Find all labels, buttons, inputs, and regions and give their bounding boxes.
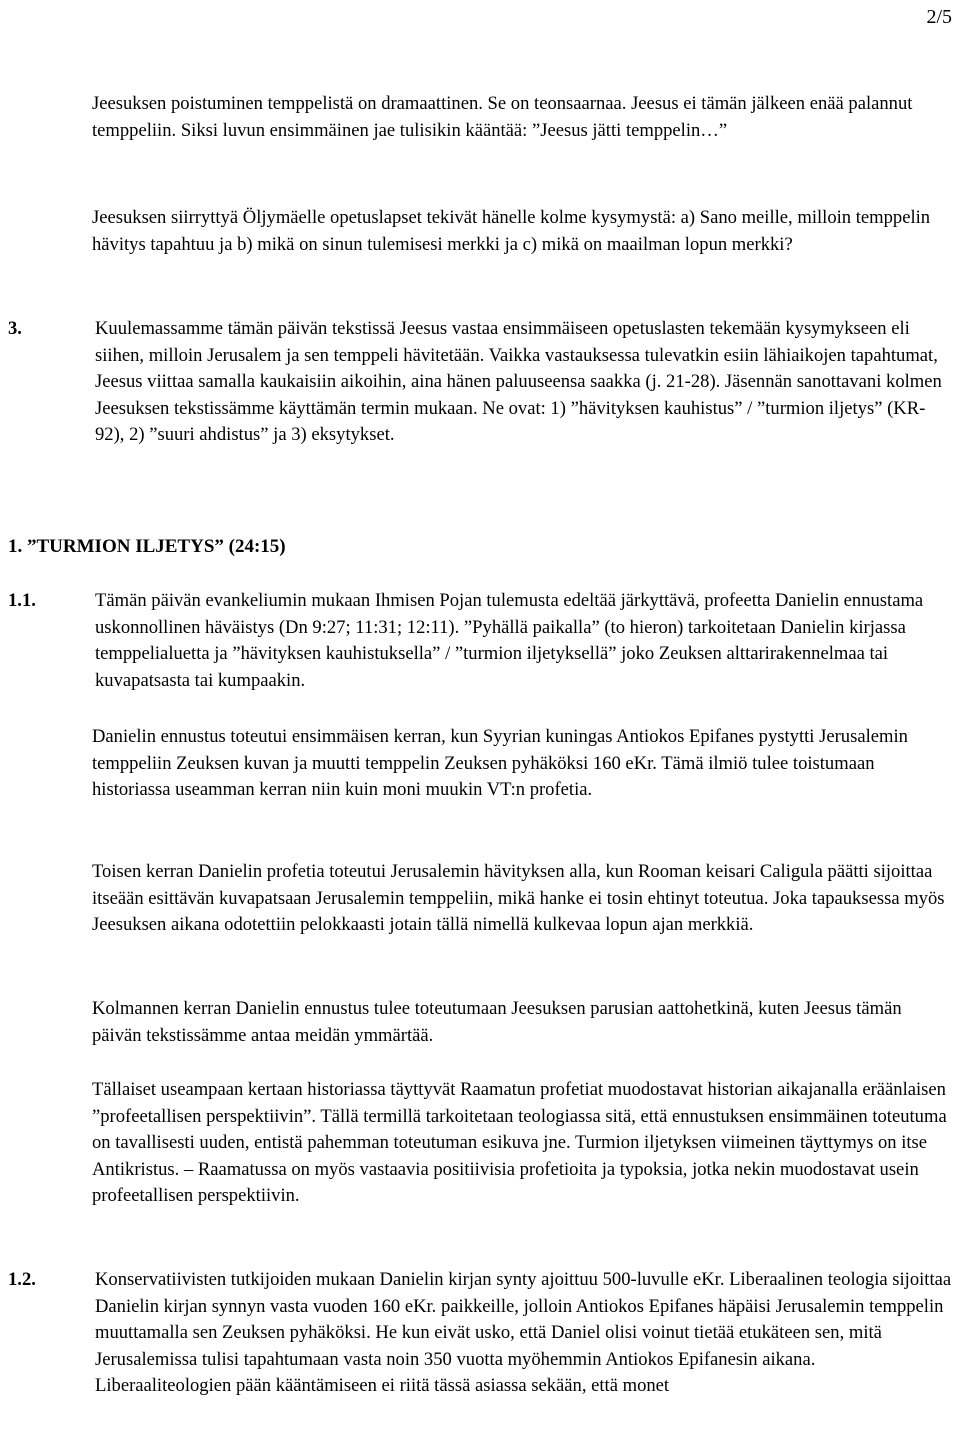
subsection-1-2-text: Konservatiivisten tutkijoiden mukaan Danielin kirjan synty ajoittuu 500-luvulle eKr. Liberaalinen teologia sijoittaa Danielin kirjan synnyn vasta vuoden 160 eKr. paikkeille, jolloin Antiokos Epifanes häpäisi Jerusalemin temppelin muuttamalla sen Zeuksen pyhäköksi. He kun eivät usko, että Daniel olisi voinut tietää etukäteen sen, mitä Jerusalemissa tulisi tapahtumaan vasta noin 350 vuotta myöhemmin Antiokos Epifanesin aikana. Liberaaliteologien pään kääntämiseen ei riitä tässä asiassa sekään, että monet xyxy=(95,1269,952,1397)
paragraph-disciples-questions: Jeesuksen siirryttyä Öljymäelle opetuslapset tekivät hänelle kolme kysymystä: a) Sano meille, milloin temppelin hävitys tapahtuu ja b) mikä on sinun tulemisesi merkki ja c) mikä on maailman lopun merkki? xyxy=(92,207,931,255)
paragraph-temple-departure: Jeesuksen poistuminen temppelistä on dramaattinen. Se on teonsaarnaa. Jeesus ei tämän jälkeen enää palannut temppeliin. Siksi luvun ensimmäinen jae tulisikin kääntää: ”Jeesus jätti temppelin…” xyxy=(92,93,913,141)
section-3-text: Kuulemassamme tämän päivän tekstissä Jeesus vastaa ensimmäiseen opetuslasten tekemään kysymykseen eli siihen, milloin Jerusalem ja sen temppeli hävitetään. Vaikka vastauksessa tulevatkin esiin lähiaikojen tapahtumat, Jeesus viittaa samalla kaukaisiin aikoihin, aina hänen paluuseensa saakka (j. 21-28). Jäsennän sanottavani kolmen Jeesuksen tekstissämme käyttämän termin mukaan. Ne ovat: 1) ”hävityksen kauhistus” / ”turmion iljetys” (KR-92), 2) ”suuri ahdistus” ja 3) eksytykset. xyxy=(95,318,942,446)
section-heading-turmion-iljetys: 1. ”TURMION ILJETYS” (24:15) xyxy=(8,536,286,557)
subsection-1-1-number: 1.1. xyxy=(8,590,36,611)
subsection-1-1 xyxy=(8,588,954,694)
paragraph-prophetic-perspective: Tällaiset useampaan kertaan historiassa täyttyvät Raamatun profetiat muodostavat historian aikajanalla eräänlaisen ”profeetallisen perspektiivin”. Tällä termillä tarkoitetaan teologiassa sitä, että ennustuksen ensimmäinen toteutuma on tavallisesti uuden, entistä pahemman toteutuman esikuva jne. Turmion iljetyksen viimeinen täyttymys on itse Antikristus. – Raamatussa on myös vastaavia positiivisia profetioita ja typoksia, jotka nekin muodostavat usein profeetallisen perspektiivin. xyxy=(92,1079,947,1207)
paragraph-first-fulfilment: Danielin ennustus toteutui ensimmäisen kerran, kun Syyrian kuningas Antiokos Epifanes pystytti Jerusalemin temppeliin Zeuksen kuvan ja muutti temppelin Zeuksen pyhäköksi 160 eKr. Tämä ilmiö tulee toistumaan historiassa useamman kerran niin kuin moni muukin VT:n profetia. xyxy=(92,726,908,801)
subsection-1-1-text: Tämän päivän evankeliumin mukaan Ihmisen Pojan tulemusta edeltää järkyttävä, profeetta Danielin ennustama uskonnollinen häväistys (Dn 9:27; 11:31; 12:11). ”Pyhällä paikalla” (to hieron) tarkoitetaan Danielin kirjassa temppelialuetta ja ”hävityksen kauhistuksella” / ”turmion iljetyksellä” joko Zeuksen alttarirakennelmaa tai kuvapatsasta tai kumpaakin. xyxy=(95,590,924,691)
section-3-number: 3. xyxy=(8,318,22,339)
subsection-1-2-number: 1.2. xyxy=(8,1269,36,1290)
subsection-1-2 xyxy=(8,1267,954,1400)
section-3 xyxy=(8,316,954,449)
paragraph-second-fulfilment: Toisen kerran Danielin profetia toteutui Jerusalemin hävityksen alla, kun Rooman keisari Caligula päätti sijoittaa itseään esittävän kuvapatsaan Jerusalemin temppeliin, mikä hanke ei tosin ehtinyt toteutua. Joka tapauksessa myös Jeesuksen aikana odotettiin pelokkaasti jotain tällä nimellä kulkevaa lopun ajan merkkiä. xyxy=(92,861,945,936)
page-number: 2/5 xyxy=(926,6,952,28)
paragraph-third-fulfilment: Kolmannen kerran Danielin ennustus tulee toteutumaan Jeesuksen parusian aattohetkinä, kuten Jeesus tämän päivän tekstissämme antaa meidän ymmärtää. xyxy=(92,998,902,1046)
